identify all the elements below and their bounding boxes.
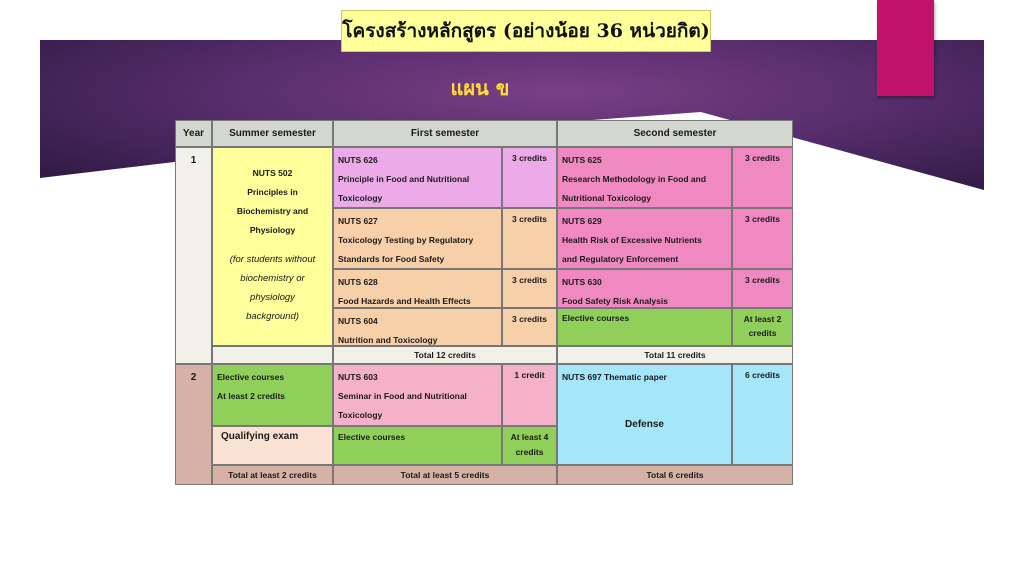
course-credits: 3 credits	[502, 147, 557, 208]
total-summer-y1	[212, 346, 333, 364]
total-first-y1: Total 12 credits	[333, 346, 557, 364]
credits-text: credits	[515, 447, 544, 457]
course-code: NUTS 626	[338, 155, 378, 165]
course-note: (for students without	[229, 254, 316, 265]
course-name: and Regulatory Enforcement	[562, 254, 679, 264]
total-second-y2: Total 6 credits	[557, 465, 793, 485]
course-code: NUTS 604	[338, 316, 378, 326]
course-name: Biochemistry and	[236, 206, 309, 216]
course-name: Nutrition and Toxicology	[338, 335, 438, 345]
course-nuts629	[557, 208, 732, 269]
course-code: NUTS 502	[252, 168, 293, 178]
course-note: biochemistry or	[240, 273, 305, 284]
header-summer: Summer semester	[212, 120, 333, 147]
course-note: background)	[246, 311, 299, 322]
course-nuts627	[333, 208, 502, 269]
course-name: Principle in Food and Nutritional	[338, 174, 470, 184]
total-summer-y2: Total at least 2 credits	[212, 465, 333, 485]
course-code: NUTS 625	[562, 155, 602, 165]
pink-accent-tab	[877, 0, 934, 96]
slide-subtitle: แผน ข	[450, 76, 510, 100]
course-name: Nutritional Toxicology	[562, 193, 652, 203]
course-nuts626	[333, 147, 502, 208]
credits-text: At least 2	[743, 314, 782, 324]
course-code: NUTS 630	[562, 277, 602, 287]
course-nuts628	[333, 269, 502, 308]
qualifying-exam: Qualifying exam	[212, 426, 333, 465]
credits-text: credits	[748, 328, 777, 338]
course-name: Toxicology	[338, 410, 383, 420]
course-nuts697	[557, 364, 732, 465]
credits-text: At least 4	[510, 432, 549, 442]
course-code: NUTS 603	[338, 372, 378, 382]
course-credits: 3 credits	[732, 147, 793, 208]
course-name: Food Hazards and Health Effects	[338, 296, 471, 306]
course-credits: 6 credits	[732, 364, 793, 465]
course-name: Standards for Food Safety	[338, 254, 445, 264]
summer-course-nuts502	[212, 147, 333, 346]
curriculum-table	[175, 120, 793, 485]
course-name: Toxicology	[338, 193, 383, 203]
year-1-label: 1	[175, 147, 212, 364]
course-credits: 1 credit	[502, 364, 557, 426]
course-nuts625	[557, 147, 732, 208]
course-code: NUTS 629	[562, 216, 602, 226]
total-first-y2: Total at least 5 credits	[333, 465, 557, 485]
defense-label: Defense	[625, 419, 664, 430]
course-name: Physiology	[249, 225, 296, 235]
course-name: Toxicology Testing by Regulatory	[338, 235, 474, 245]
course-credits: 3 credits	[732, 208, 793, 269]
slide-title: โครงสร้างหลักสูตร (อย่างน้อย 36 หน่วยกิต)	[341, 10, 711, 52]
course-credits: 3 credits	[732, 269, 793, 308]
course-name: NUTS 697 Thematic paper	[562, 372, 667, 382]
course-name: Seminar in Food and Nutritional	[338, 391, 467, 401]
course-nuts630	[557, 269, 732, 308]
course-nuts604	[333, 308, 502, 346]
course-code: NUTS 627	[338, 216, 378, 226]
course-credits: 3 credits	[502, 269, 557, 308]
elective-credits	[732, 308, 793, 346]
course-name: Principles in	[247, 187, 298, 197]
course-name: Food Safety Risk Analysis	[562, 296, 668, 306]
header-year: Year	[175, 120, 212, 147]
course-name: Research Methodology in Food and	[562, 174, 707, 184]
course-note: physiology	[250, 292, 295, 303]
elective-label: Elective courses	[217, 372, 285, 382]
course-name: Health Risk of Excessive Nutrients	[562, 235, 702, 245]
course-nuts603	[333, 364, 502, 426]
elective-courses-summer-y2	[212, 364, 333, 426]
course-credits: 3 credits	[502, 208, 557, 269]
course-code: NUTS 628	[338, 277, 378, 287]
elective-credits	[502, 426, 557, 465]
elective-courses-y1: Elective courses	[557, 308, 732, 346]
elective-credits: At least 2 credits	[217, 391, 286, 401]
total-second-y1: Total 11 credits	[557, 346, 793, 364]
elective-courses-first-y2: Elective courses	[333, 426, 502, 465]
course-credits: 3 credits	[502, 308, 557, 346]
year-2-label: 2	[175, 364, 212, 485]
header-second: Second semester	[557, 120, 793, 147]
header-first: First semester	[333, 120, 557, 147]
